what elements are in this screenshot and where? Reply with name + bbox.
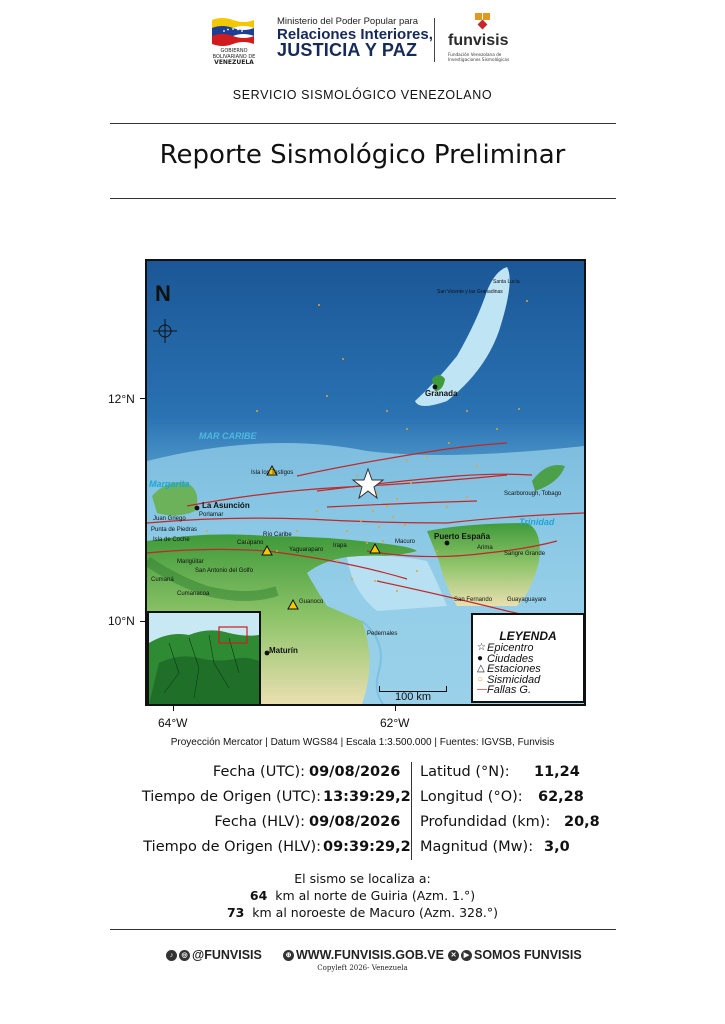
location-block [0, 870, 725, 921]
origen-utc-label: Tiempo de Origen (UTC): [141, 789, 321, 805]
label-mar-caribe: MAR CARIBE [199, 431, 257, 441]
footer-website[interactable]: ⊕ WWW.FUNVISIS.GOB.VE [283, 948, 444, 962]
divider-top [110, 123, 616, 124]
funvisis-mark-icon [472, 12, 494, 32]
venezuela-flag-icon [210, 16, 256, 46]
location-ref-1: 64 km al norte de Guiria (Azm. 1.°) [249, 888, 476, 903]
place-san-vicente: San Vicente y las Granadinas [437, 289, 503, 295]
origen-hlv-label: Tiempo de Origen (HLV): [143, 839, 321, 855]
ministry-line2: Relaciones Interiores, [277, 26, 433, 43]
place-san-antonio: San Antonio del Golfo [195, 568, 254, 574]
star-icon: ☆ [477, 642, 486, 653]
service-title: SERVICIO SISMOLÓGICO VENEZOLANO [232, 88, 493, 102]
lon-label-64: 64°W [158, 716, 188, 730]
footer-social-1[interactable]: ♪ ◎ @FUNVISIS [166, 948, 262, 962]
gov-label: GOBIERNO BOLIVARIANO DE VENEZUELA [212, 48, 256, 66]
location-intro: El sismo se localiza a: [294, 871, 431, 886]
divider-title [110, 198, 616, 199]
projection-note: Proyección Mercator | Datum WGS84 | Escala 1:3.500.000 | Fuentes: IGVSB, Funvisis [170, 737, 555, 748]
tiktok-icon: ♪ [166, 950, 177, 961]
x-icon: ✕ [448, 950, 459, 961]
origen-utc-value: 13:39:29,2 [323, 789, 411, 805]
place-carupano: Carúpano [237, 540, 264, 546]
place-cumana: Cumaná [151, 577, 174, 583]
place-santa-lucia: Santa Lucía [493, 279, 520, 285]
city-dot-icon [445, 541, 450, 546]
place-guanoco: Guanoco [299, 599, 324, 605]
city-dot-icon [195, 506, 200, 511]
place-yaguaraparo: Yaguaraparo [289, 547, 324, 553]
profundidad-value: 20,8 [564, 814, 600, 830]
triangle-icon: △ [477, 663, 485, 674]
place-juan-griego: Juan Griego [153, 516, 186, 522]
place-cumanacoa: Cumanacoa [177, 591, 210, 597]
instagram-icon: ◎ [179, 950, 190, 961]
place-isla-de-coche: Isla de Coche [153, 537, 190, 543]
place-rio-caribe: Río Caribe [263, 532, 292, 538]
ring-icon: ○ [477, 673, 484, 685]
legend-title: LEYENDA [499, 629, 557, 643]
fecha-utc-value: 09/08/2026 [309, 764, 401, 780]
lat-label-10: 10°N [108, 614, 135, 628]
fecha-hlv-value: 09/08/2026 [309, 814, 401, 830]
magnitud-value: 3,0 [544, 839, 570, 855]
youtube-icon: ▶ [461, 950, 472, 961]
ministry-line1: Ministerio del Poder Popular para [277, 16, 418, 27]
ministry-logo [277, 16, 437, 61]
place-pedernales: Pedernales [367, 631, 398, 637]
page-title: Reporte Sismológico Preliminar [159, 140, 566, 170]
divider-footer [110, 929, 616, 930]
map-legend [471, 613, 585, 703]
funvisis-subtitle: Fundación Venezolana de Investigaciones Sismológicas [448, 52, 510, 62]
latitud-value: 11,24 [534, 764, 580, 780]
info-column-divider [411, 762, 412, 860]
longitud-value: 62,28 [538, 789, 584, 805]
legend-item-estaciones: △ Estaciones [477, 663, 541, 675]
line-icon: — [477, 684, 487, 695]
magnitud-label: Magnitud (Mw): [420, 839, 534, 855]
funvisis-logo [448, 12, 520, 66]
profundidad-label: Profundidad (km): [420, 814, 551, 830]
place-la-asuncion: La Asunción [202, 501, 250, 510]
inset-canvas [149, 613, 259, 704]
footer [0, 944, 725, 984]
scale-bar [379, 686, 447, 703]
place-porlamar: Porlamar [199, 512, 224, 518]
lat-label-12: 12°N [108, 392, 135, 406]
place-granada: Granada [425, 389, 458, 398]
dot-icon: ● [477, 652, 484, 664]
inset-map [147, 611, 261, 706]
longitud-label: Longitud (°O): [420, 789, 523, 805]
place-arima: Arima [477, 545, 493, 551]
origen-hlv-value: 09:39:29,2 [323, 839, 411, 855]
place-mariguitar: Marigüitar [177, 559, 204, 565]
fecha-utc-label: Fecha (UTC): [212, 764, 305, 780]
north-arrow: N [155, 281, 171, 306]
label-trinidad: Trinidad [519, 517, 555, 527]
place-macuro: Macuro [395, 539, 416, 545]
place-sangre-grande: Sangre Grande [504, 551, 546, 557]
footer-social-2[interactable]: ✕ ▶ SOMOS FUNVISIS [448, 948, 582, 962]
latitud-label: Latitud (°N): [420, 764, 510, 780]
label-margarita: Margarita [149, 479, 190, 489]
place-guayaguayare: Guayaguayare [507, 597, 547, 603]
place-scarborough: Scarborough, Tobago [504, 491, 562, 497]
globe-icon: ⊕ [283, 950, 294, 961]
ministry-line3: JUSTICIA Y PAZ [277, 40, 418, 60]
copyleft: Copyleft 2026- Venezuela [317, 964, 408, 972]
scale-label: 100 km [394, 691, 432, 703]
lon-label-62: 62°W [380, 716, 410, 730]
legend-item-fallas: — Fallas G. [477, 684, 532, 696]
fecha-hlv-label: Fecha (HLV): [214, 814, 305, 830]
place-maturin: Maturín [269, 646, 298, 655]
seismic-map [145, 259, 586, 706]
header [0, 0, 725, 80]
location-ref-2: 73 km al noroeste de Macuro (Azm. 328.°) [226, 905, 499, 920]
place-isla-testigos: Isla los Testigos [251, 470, 294, 476]
place-puerto-espana: Puerto España [434, 532, 491, 541]
legend-item-ciudades: ● Ciudades [477, 652, 534, 665]
place-san-fernando: San Fernando [454, 597, 493, 603]
legend-item-epicentro: ☆ Epicentro [477, 642, 534, 654]
place-irapa: Irapa [333, 543, 347, 549]
funvisis-name: funvisis [448, 32, 509, 49]
legend-item-sismicidad: ○ Sismicidad [477, 673, 541, 686]
header-divider [434, 18, 435, 62]
place-punta-de-piedras: Punta de Piedras [151, 527, 198, 533]
